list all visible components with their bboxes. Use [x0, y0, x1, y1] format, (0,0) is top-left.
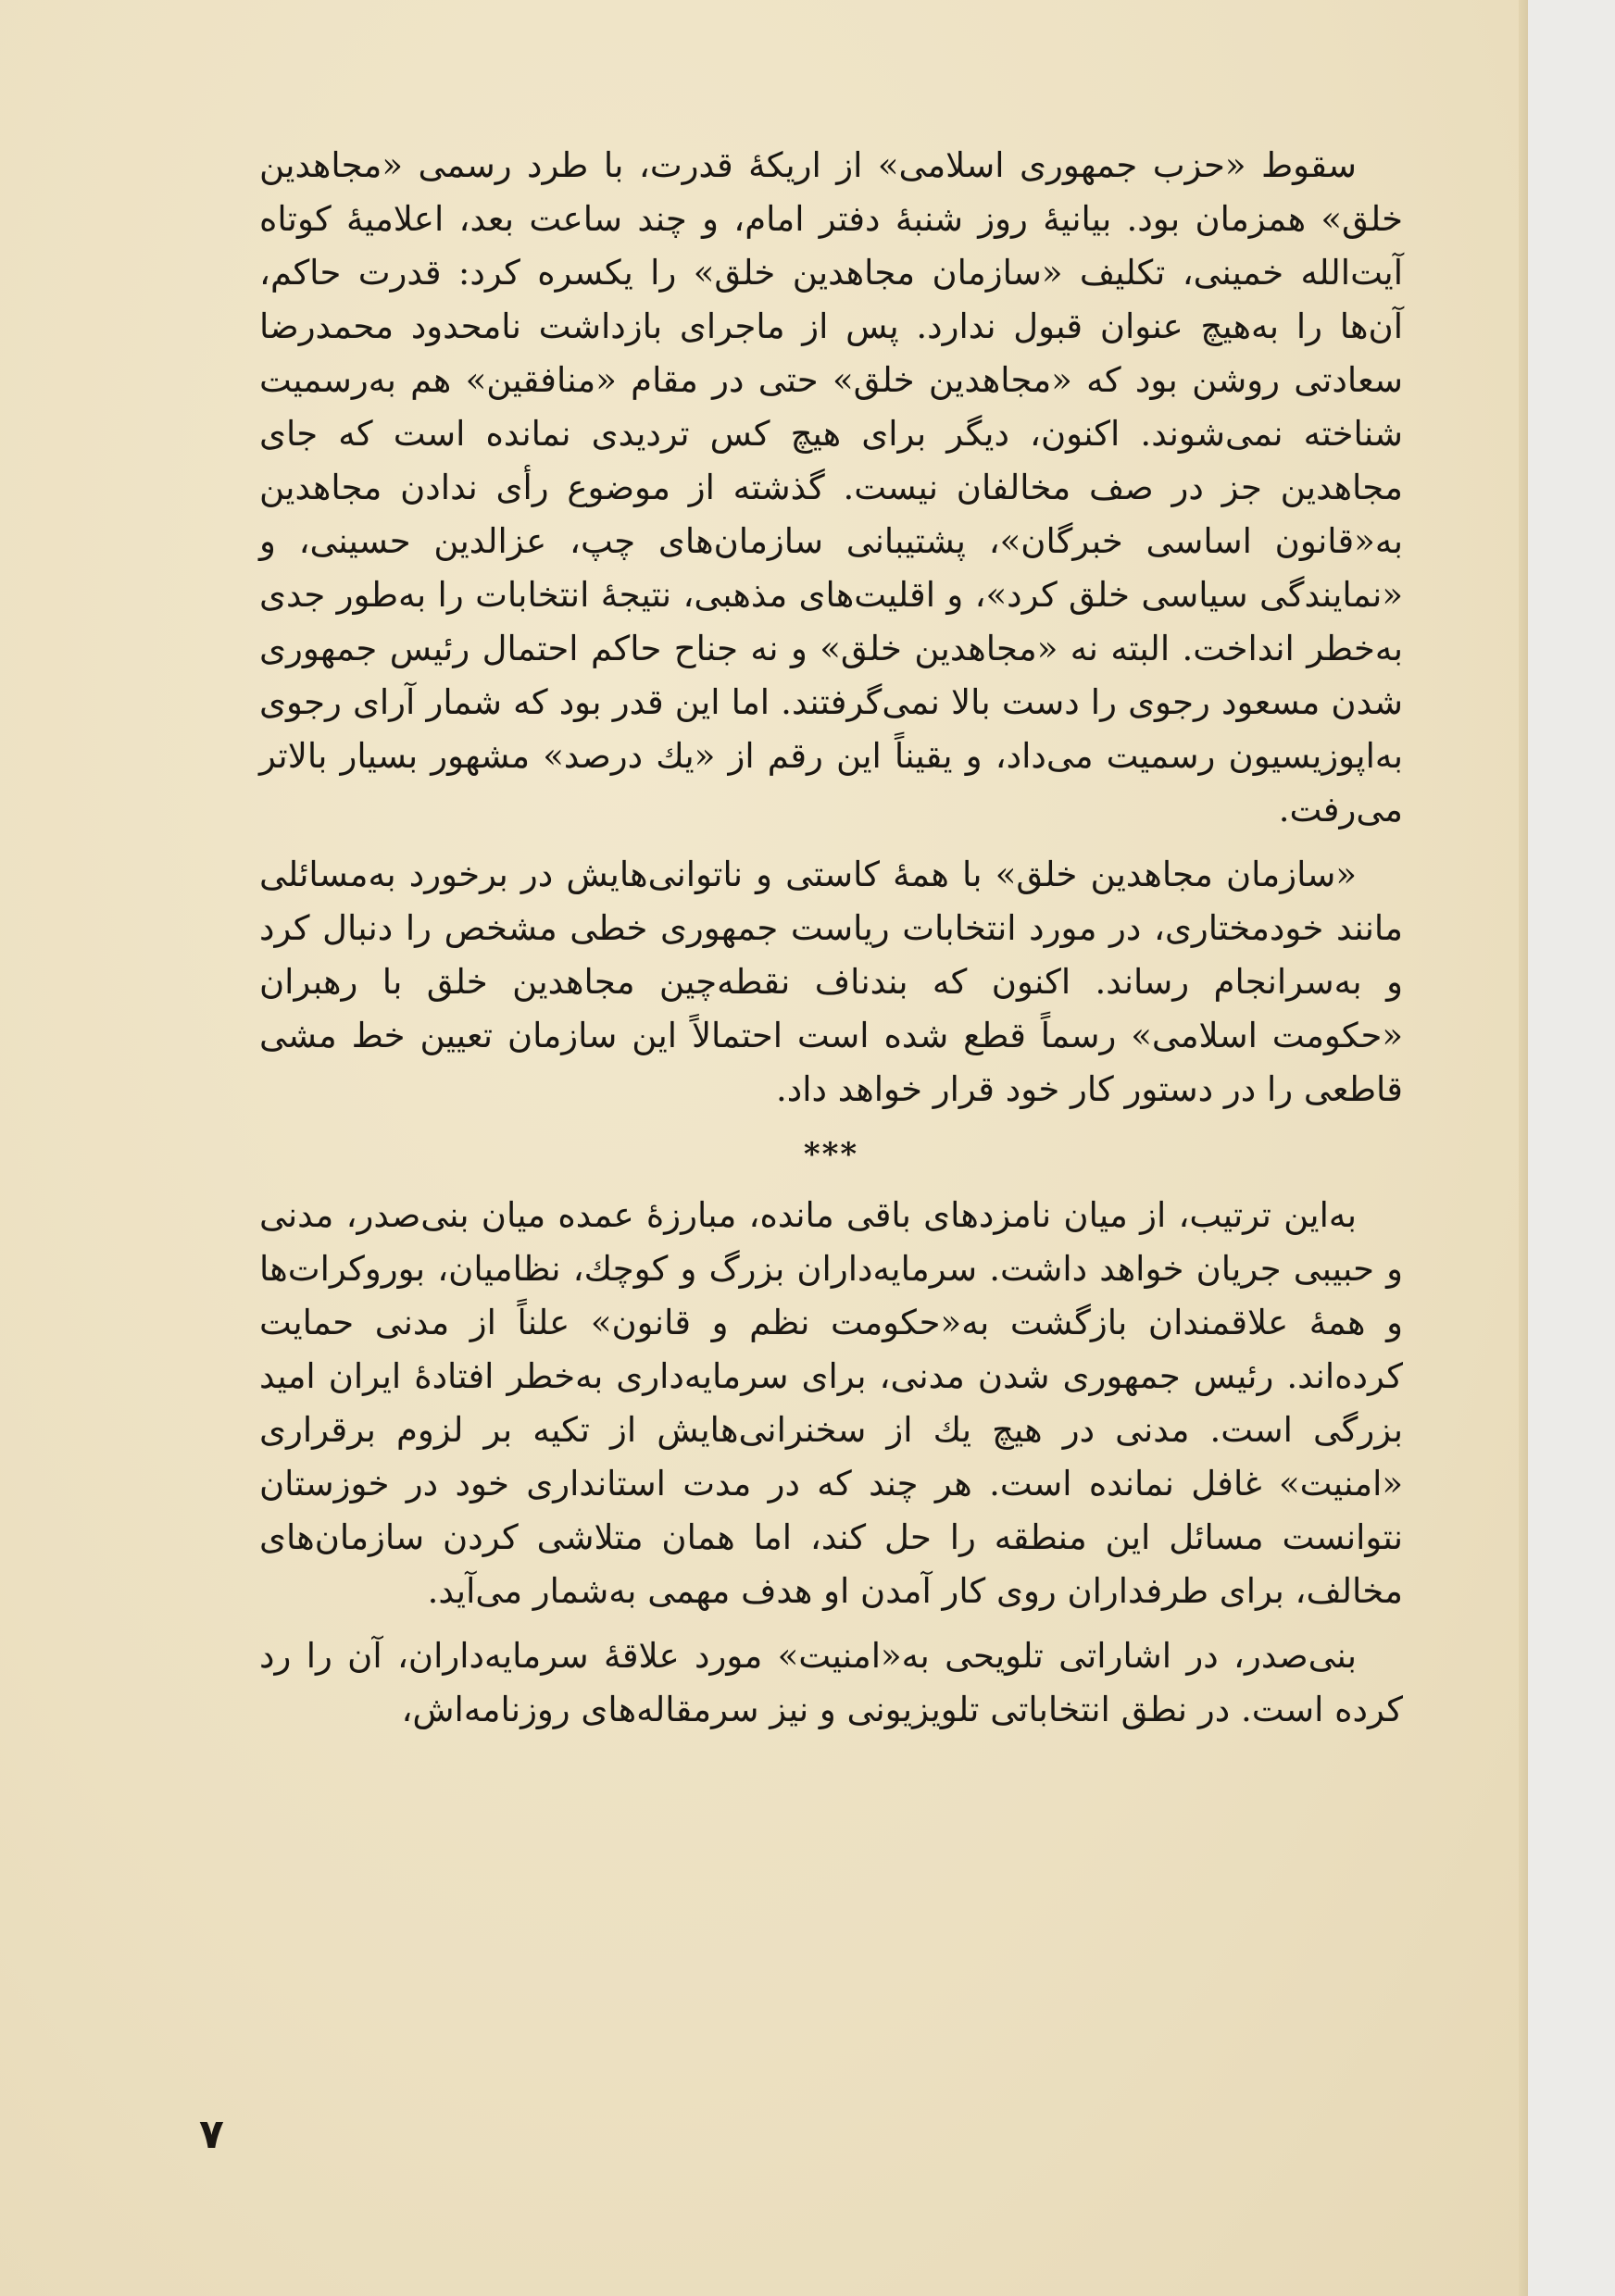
paragraph-2: «سازمان مجاهدین خلق» با همهٔ کاستی و ناتوانی‌هایش در برخورد به‌مسائلی مانند خودمختاری، در مورد انتخابات ریاست جمهوری خطی مشخص را دنبال کرد و به‌سرانجام رساند. اکنون که بندناف نقطه‌چین مجاهدین خلق با رهبران «حکومت اسلامی» رسماً قطع شده است احتمالاً این سازمان تعیین خط مشی قاطعی را در دستور کار خود قرار خواهد داد.: [259, 855, 1403, 1109]
body-text: [259, 139, 1403, 1748]
paragraph-4: بنی‌صدر، در اشاراتی تلویحی به«امنیت» مورد علاقهٔ سرمایه‌داران، آن را رد کرده است. در نطق انتخاباتی تلویزیونی و نیز سرمقاله‌های روزنامه‌اش،: [259, 1636, 1403, 1729]
page-fold-shadow: [1519, 0, 1528, 2296]
paragraph-3: به‌این ترتیب، از میان نامزدهای باقی مانده، مبارزهٔ عمده میان بنی‌صدر، مدنی و حبیبی جریان خواهد داشت. سرمایه‌داران بزرگ و کوچك، نظامیان، بوروکرات‌ها و همهٔ علاقمندان بازگشت به«حکومت نظم و قانون» علناً از مدنی حمایت کرده‌اند. رئیس جمهوری شدن مدنی، برای سرمایه‌داری به‌خطر افتادهٔ ایران امید بزرگی است. مدنی در هیچ یك از سخنرانی‌هایش از تکیه بر لزوم برقراری «امنیت» غافل نمانده است. هر چند که در مدت استانداری خود در خوزستان نتوانست مسائل این منطقه را حل کند، اما همان متلاشی کردن سازمان‌های مخالف، برای طرفداران روی کار آمدن او هدف مهمی به‌شمار می‌آید.: [259, 1195, 1403, 1611]
paragraph-1: سقوط «حزب جمهوری اسلامی» از اریکهٔ قدرت، با طرد رسمی «مجاهدین خلق» همزمان بود. بیانیهٔ روز شنبهٔ دفتر امام، و چند ساعت بعد، اعلامیهٔ کوتاه آیت‌الله خمینی، تکلیف «سازمان مجاهدین خلق» را یکسره کرد: قدرت حاکم، آن‌ها را به‌هیچ عنوان قبول ندارد. پس از ماجرای بازداشت نامحدود محمدرضا سعادتی روشن بود که «مجاهدین خلق» حتی در مقام «منافقین» هم به‌رسمیت شناخته نمی‌شوند. اکنون، دیگر برای هیچ کس تردیدی نمانده است که جای مجاهدین جز در صف مخالفان نیست. گذشته از موضوع رأی ندادن مجاهدین به«قانون اساسی خبرگان»، پشتیبانی سازمان‌های چپ، عزالدین حسینی، و «نمایندگی سیاسی خلق کرد»، و اقلیت‌های مذهبی، نتیجهٔ انتخابات را به‌طور جدی به‌خطر انداخت. البته نه «مجاهدین خلق» و نه جناح حاکم احتمال رئیس جمهوری شدن مسعود رجوی را دست بالا نمی‌گرفتند. اما این قدر بود که شمار آرای رجوی به‌اپوزیسیون رسمیت می‌داد، و یقیناً این رقم از «یك درصد» مشهور بسیار بالاتر می‌رفت.: [259, 145, 1403, 830]
section-separator: ***: [803, 1136, 859, 1173]
page-number: ۷: [199, 2111, 224, 2158]
scan-margin: [1528, 0, 1615, 2296]
